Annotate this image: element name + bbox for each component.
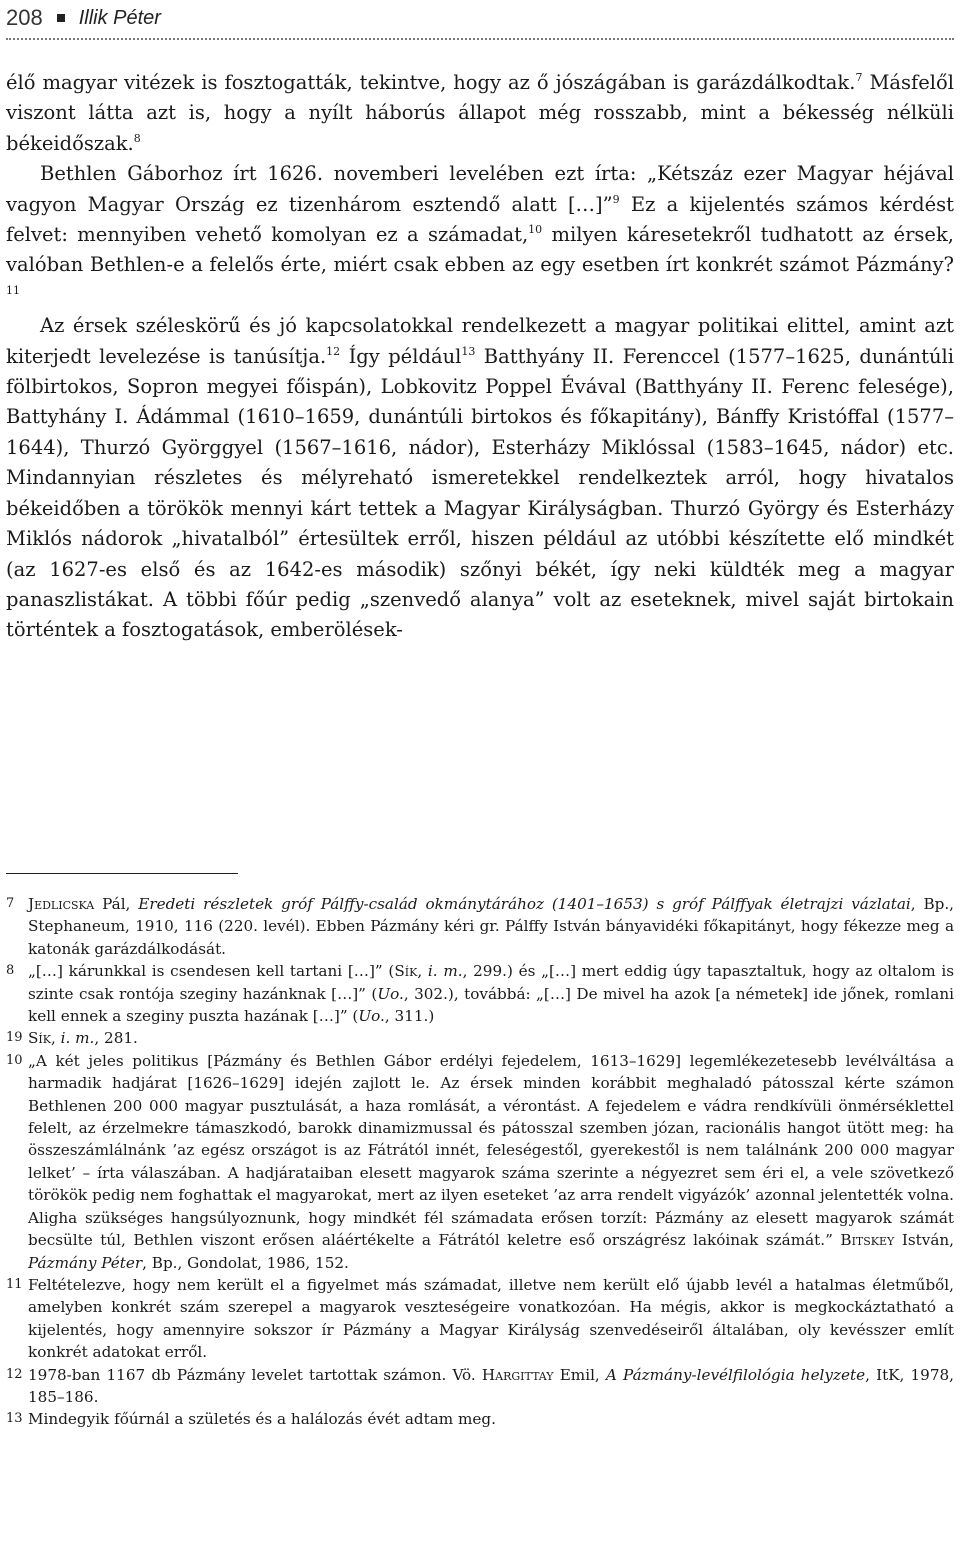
paragraph: [6, 159, 954, 311]
text-run: , ItK, 1978, 185–186.: [28, 1365, 954, 1406]
author-name: Sík: [28, 1029, 51, 1048]
text-run: élő magyar vitézek is fosztogatták, tekintve, hogy az ő jószágában is garázdálkodtak.: [6, 71, 856, 94]
text-run: Feltételezve, hogy nem került el a figyelmet más számadat, illetve nem került elő újabb levél a hatalmas életműből, amelyben konkrét szám szerepel a magyarok veszteségeire vonatkozóan. Ha mégis, akkor is megkockáztatható a kijelentés, hogy amennyire sokszor ír Pázmány a Magyar Királyság szenvedéseiről általában, oly kevésszer említ konkrét adatokat erről.: [28, 1275, 954, 1362]
running-head-author: Illik Péter: [78, 6, 161, 29]
footnote-12: [6, 1364, 954, 1409]
footnote-ref[interactable]: 7: [855, 71, 863, 84]
citation-abbrev: i. m.: [427, 962, 463, 981]
paragraph: [6, 68, 954, 159]
book-title: Pázmány Péter: [28, 1253, 143, 1272]
running-head: [6, 0, 954, 36]
text-run: Batthyány II. Ferenccel (1577–1625, dunántúli fölbirtokos, Sopron megyei főispán), Lobkovitz Poppel Évával (Batthyány II. Ferenc felesége), Battyhány I. Ádámmal (1610–1659, dunántúli birtokos és főkapitány), Bánffy Kristóffal (1577–1644), Thurzó Györggyel (1567–1616, nádor), Esterházy Miklóssal (1583–1645, nádor) etc. Mindannyian részletes és mélyreható ismeretekkel rendelkeztek arról, hogy hivatalos békeidőben a törökök mennyi kárt tettek a Magyar Királyságban. Thurzó György és Esterházy Miklós nádorok „hivatalból” értesültek erről, hiszen például az utóbbi készítette elő mindkét (az 1627-es első és az 1642-es második) szőnyi békét, így neki küldték meg a magyar panaszlistákat. A többi főúr pedig „szenvedő alanya” volt az eseteknek, mivel saját birtokain történtek a fosztogatások, emberölések-: [6, 344, 954, 642]
footnote-10: [6, 1050, 954, 1274]
text-run: Bethlen Gáborhoz írt 1626. novemberi levelében ezt írta: „Kétszáz ezer Magyar héjával vagyon Magyar Ország ez tizenhárom esztendő alatt […]”: [6, 162, 954, 216]
square-bullet-icon: [57, 14, 65, 22]
author-name: Hargittay: [481, 1365, 554, 1384]
text-run: , 299.) és „[…] mert eddig úgy tapasztaltuk, hogy az oltalom is szinte csak rontója szeginy hazánknak […]” (: [28, 962, 954, 1003]
footnote-13: [6, 1408, 954, 1430]
author-name: Jedlicska: [28, 895, 95, 913]
footnote-9: [6, 1027, 954, 1049]
footnote-number: 11: [6, 1276, 23, 1292]
footnote-ref[interactable]: 12: [326, 344, 341, 358]
text-run: Pál,: [94, 895, 139, 913]
text-run: , Bp., Stephaneum, 1910, 116 (220. levél). Ebben Pázmány kéri gr. Pálffy István bányavidéki főkapitányt, hogy fékezze meg a katonák garázdálkodását.: [28, 895, 954, 958]
text-run: Ez a kijelentés számos kérdést felvet: mennyiben vehető komolyan ez a számadat,: [6, 192, 954, 247]
text-run: , Bp., Gondolat, 1986, 152.: [142, 1253, 349, 1272]
text-run: István,: [894, 1231, 954, 1250]
footnote-number: 10: [6, 1052, 23, 1068]
text-run: Emil,: [553, 1365, 606, 1384]
footnote-number: 13: [6, 1411, 23, 1427]
paragraph: [6, 311, 954, 645]
footnote-7: [6, 893, 954, 960]
footnote-ref[interactable]: 9: [612, 192, 620, 206]
footnote-8: [6, 960, 954, 1027]
citation-abbrev: Uo.: [377, 984, 404, 1003]
text-run: ,: [50, 1029, 61, 1048]
footnote-number: 7: [6, 896, 15, 911]
footnote-ref[interactable]: 8: [133, 131, 141, 145]
author-name: Sík: [394, 962, 418, 981]
footnote-number: 8: [6, 963, 15, 979]
citation-abbrev: Uo.: [358, 1007, 385, 1026]
text-run: , 311.): [384, 1007, 435, 1026]
header-dotted-rule: [6, 38, 954, 40]
footnote-11: [6, 1274, 954, 1364]
footnote-number: 12: [6, 1366, 23, 1382]
text-run: Mindegyik főúrnál a születés és a halálozás évét adtam meg.: [28, 1410, 496, 1429]
footnote-number: 19: [6, 1030, 23, 1046]
text-run: Így például: [348, 344, 462, 368]
footnote-ref[interactable]: 10: [528, 223, 543, 237]
text-run: „A két jeles politikus [Pázmány és Bethlen Gábor erdélyi fejedelem, 1613–1629] legemlékezetesebb levélváltása a harmadik hadjárat [1626–1629] idején zajlott le. Az érsek minden korábbit meghaladó pátosszal kérte számon Bethlenen 200 000 magyar pusztulását, a haza romlását, a vérontást. A fejedelem e vádra rendkívüli önmérséklettel felelt, az érzelmekre támaszkodó, barokk dinamizmussal és pátosszal szemben józan, racionális hangot ütött meg: ha összeszámlálnánk ’az egész országot is az Fátrától innét, feleségestől, gyerekestől is nem találnánk 200 000 magyar lelket’ – írta válaszában. A hadjárataiban elesett magyarok száma szerinte a négyezret sem éri el, a vele szövetkező törökök pedig nem foghattak el magyarokat, mert az ilyen eseteket ’az arra rendelt vigyázók’ azonnal jelentették volna. Aligha szükséges hangsúlyoznunk, hogy mindkét fél számadata erősen torzít: Pázmány az elesett magyarok számát becsülte túl, Bethlen viszont erősen aláértékelte a Fátrától keletre eső országrész lakóinak számát.”: [28, 1051, 954, 1250]
page-number: 208: [6, 5, 43, 30]
footnote-rule: [6, 873, 238, 874]
main-text: [6, 68, 954, 646]
text-run: , 302.), továbbá: „[…] De mivel ha azok [a németek] ide jőnek, romlani kell ennek a szeginy puszta hazának […]” (: [28, 984, 954, 1026]
text-run: Az érsek széleskörű és jó kapcsolatokkal rendelkezett a magyar politikai elittel, amint azt kiterjedt levelezése is tanúsítja.: [6, 314, 954, 368]
text-run: „[…] kárunkkal is csendesen kell tartani […]” (: [28, 962, 395, 981]
text-run: Másfelől viszont látta azt is, hogy a nyílt háborús állapot még rosszabb, mint a békesség nélküli békeidőszak.: [6, 71, 955, 155]
footnote-ref[interactable]: 11: [6, 283, 20, 297]
footnote-ref[interactable]: 13: [461, 344, 476, 358]
article-title: A Pázmány-levélfilológia helyzete: [605, 1365, 866, 1384]
text-run: , 281.: [94, 1029, 138, 1048]
book-title: Eredeti részletek gróf Pálffy-család okmánytárához (1401–1653) s gróf Pálffyak életrajzi vázlatai: [138, 895, 911, 913]
citation-abbrev: i. m.: [60, 1029, 95, 1048]
author-name: Bitskey: [840, 1231, 895, 1250]
footnotes: [6, 893, 954, 1431]
text-run: milyen káresetekről tudhatott az érsek, valóban Bethlen-e a felelős érte, miért csak ebben az egy esetben írt konkrét számot Pázmány?: [6, 223, 954, 277]
text-run: 1978-ban 1167 db Pázmány levelet tartottak számon. Vö.: [28, 1365, 482, 1384]
text-run: ,: [417, 962, 428, 981]
